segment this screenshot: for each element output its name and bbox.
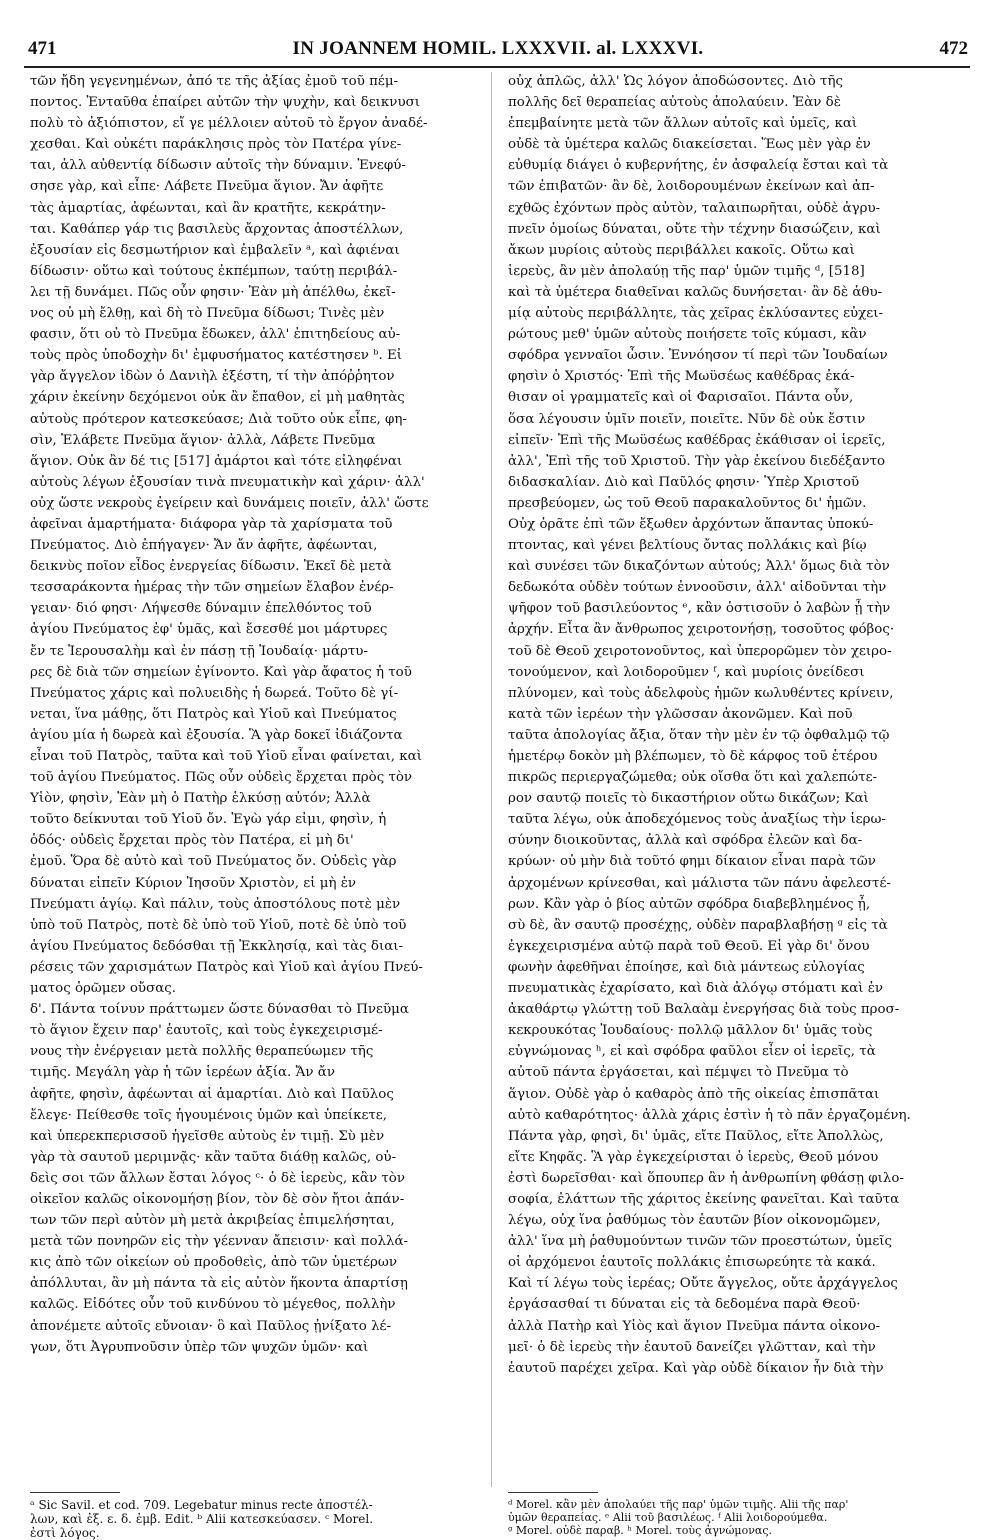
text-line: ἀπονέμετε αὐτοῖς εὔνοιαν· ὃ καὶ Παῦλος ᾐνίξατο λέ-: [30, 1318, 392, 1334]
text-line: ἐπεμβαίνητε μετὰ τῶν ἄλλων αὐτοῖς καὶ ὑμεῖς, καὶ: [508, 116, 858, 132]
text-line: ἁγίου μία ἡ δωρεὰ καὶ ἐξουσία. Ἃ γὰρ δοκεῖ ἰδιάζοντα: [30, 727, 403, 743]
text-line: ἀλλὰ Πατὴρ καὶ Υἱὸς καὶ ἅγιον Πνεῦμα πάντα οἰκονο-: [508, 1318, 881, 1334]
text-line: Πνεύματι ἁγίῳ. Καὶ πάλιν, τοὺς ἀποστόλους ποτὲ μὲν: [30, 896, 401, 912]
text-line: Πάντα γὰρ, φησὶ, δι' ὑμᾶς, εἴτε Παῦλος, εἴτε Ἀπολλὼς,: [508, 1128, 884, 1144]
text-line: χεσθαι. Καὶ οὐκέτι παράκλησις πρὸς τὸν Πατέρα γίνε-: [30, 137, 402, 153]
text-line: ἀρχήν. Εἶτα ἂν ἄνθρωπος χειροτονήσῃ, τοσοῦτος φόβος·: [508, 622, 895, 638]
text-line: εὐθυμίᾳ διάγει ὁ κυβερνήτης, ἐν ἀσφαλείᾳ ἔσται καὶ τὰ: [508, 158, 889, 174]
text-line: ὑπὸ τοῦ Πατρὸς, ποτὲ δὲ ὑπὸ τοῦ Υἱοῦ, ποτὲ δὲ ὑπὸ τοῦ: [30, 917, 407, 933]
text-line: ἁγίου Πνεύματος δεδόσθαι τῇ Ἐκκλησίᾳ, καὶ τὰς διαι-: [30, 938, 404, 954]
text-line: Οὐχ ὁρᾶτε ἐπὶ τῶν ἔξωθεν ἀρχόντων ἅπαντας ὑποκύ-: [508, 516, 874, 532]
text-line: κεκρουκότας Ἰουδαίους· πολλῷ μᾶλλον δι' ὑμᾶς τοὺς: [508, 1023, 873, 1039]
text-line: ται. Καθάπερ γάρ τις βασιλεὺς ἄρχοντας ἀποστέλλων,: [30, 221, 404, 237]
text-line: ἐργάσασθαί τι δύναται εἰς τὰ δεδομένα παρὰ Θεοῦ·: [508, 1297, 861, 1313]
text-line: λει τῇ δυνάμει. Πῶς οὖν φησιν· Ἐὰν μὴ ἀπέλθω, ἐκεῖ-: [30, 284, 396, 300]
text-line: ἅγιον. Οὐδὲ γὰρ ὁ καθαρὸς ἀπὸ τῆς οἰκείας ἐπισπᾶται: [508, 1086, 880, 1102]
text-line: κις ἀπὸ τῶν οἰκείων οὐ προδοθεὶς, ἀπὸ τῶν ὑμετέρων: [30, 1255, 397, 1271]
column-divider: [491, 72, 492, 1487]
text-line: δίδωσιν· οὕτω καὶ τούτους ἐκπέμπων, ταύτῃ περιβάλ-: [30, 263, 398, 279]
text-line: ἡμετέρῳ δοκὸν μὴ βλέπωμεν, τὸ δὲ κάρφος τοῦ ἑτέρου: [508, 749, 878, 764]
text-line: οὐχ ἁπλῶς, ἀλλ' Ὡς λόγον ἀποδώσοντες. Διὸ τῆς: [508, 74, 843, 89]
text-line: μετὰ τῶν πονηρῶν εἰς τὴν γέενναν ἄπεισιν· καὶ πολλά-: [30, 1234, 409, 1250]
text-line: οὐχ ὥστε νεκροὺς ἐγείρειν καὶ δυνάμεις ποιεῖν, ἀλλ' ὥστε: [30, 495, 429, 511]
text-line: ρες δὲ διὰ τῶν σημείων ἐγίνοντο. Καὶ γὰρ ἄφατος ἡ τοῦ: [30, 664, 412, 680]
running-header: [28, 38, 968, 68]
text-line: ματος ὁρῶμεν οὔσας.: [30, 981, 177, 997]
text-line: Πνεύματος. Διὸ ἐπήγαγεν· Ἄν ἄν ἀφῆτε, ἀφέωνται,: [30, 538, 378, 554]
text-line: ὁδός· οὐδεὶς ἔρχεται πρὸς τὸν Πατέρα, εἰ μὴ δι': [30, 833, 354, 849]
text-line: καὶ τὰ ὑμέτερα διαθεῖναι καλῶς δυνήσεται· ἂν δὲ ἀθυ-: [508, 284, 883, 300]
footnote-rule-right: [508, 1492, 598, 1493]
text-line: νους τὴν ἐνέργειαν μετὰ πολλῆς θεραπεύωμεν τῆς: [30, 1044, 374, 1060]
text-line: δύναται εἰπεῖν Κύριον Ἰησοῦν Χριστὸν, εἰ μὴ ἐν: [30, 875, 357, 891]
text-line: λέγω, οὐχ ἵνα ῥαθύμως τὸν ἑαυτῶν βίον οἰκονομῶμεν,: [508, 1213, 881, 1229]
footnote-line: ᵈ Morel. κἂν μὲν ἀπολαύει τῆς παρ' ὑμῶν τιμῆς. Alii τῆς παρ': [508, 1498, 849, 1511]
text-line: εἴτε Κηφᾶς. Ἃ γὰρ ἐγκεχείρισται ὁ ἱερεὺς, Θεοῦ μόνου: [508, 1149, 879, 1165]
text-line: δεδωκότα οὐδὲν τούτων ἐννοοῦσιν, ἀλλ' αἰδοῦνται τὴν: [508, 580, 887, 596]
text-line: Πνεύματος χάρις καὶ πολυειδὴς ἡ δωρεά. Τοῦτο δὲ γί-: [30, 685, 399, 701]
footnote-line: ἐστὶ λόγος.: [30, 1526, 100, 1540]
text-line: ἑαυτοῦ παρέχει χεῖρα. Καὶ γὰρ οὐδὲ δίκαιον ἦν διὰ τὴν: [508, 1360, 884, 1376]
text-line: χάριν ἐκείνην δεχόμενοι οὐκ ἂν ἔπαθον, εἰ μὴ μαθητὰς: [30, 390, 405, 406]
text-line: δεικνὺς ποῖον εἶδος ἐνεργείας δίδωσιν. Ἐκεῖ δὲ μετὰ: [30, 559, 392, 575]
footnotes-right: [508, 1498, 968, 1537]
text-line: γὰρ τὰ σαυτοῦ μεριμνᾷς· κἂν ταῦτα διάθῃ καλῶς, οὐ-: [30, 1149, 397, 1165]
text-line: αὐτοῦ πάντα ἐργάσεται, καὶ πέμψει τὸ Πνεῦμα τὸ: [508, 1065, 849, 1081]
text-line: ἐμοῦ. Ὅρα δὲ αὐτὸ καὶ τοῦ Πνεύματος ὄν. Οὐδεὶς γὰρ: [30, 854, 397, 870]
text-line: οἱ ἀρχόμενοι ἑαυτοῖς πολλάκις ἐπισωρεύητε τὰ κακά.: [508, 1255, 876, 1271]
text-line: σοφία, ἐλάττων τῆς χάριτος ἐκείνης φανεῖται. Καὶ ταῦτα: [508, 1191, 900, 1207]
text-line: εὐγνώμονας ʰ, εἰ καὶ σφόδρα φαῦλοι εἶεν οἱ ἱερεῖς, τὰ: [508, 1044, 876, 1060]
text-line: ἀρχομένων κρίνεσθαι, καὶ μάλιστα τῶν πάνυ ἀφελεστέ-: [508, 875, 891, 891]
text-line: μίᾳ αὐτοὺς περιβάλλητε, τὰς χεῖρας ἐκλύσαντες εὐχει-: [508, 306, 883, 322]
text-line: δεὶς σοι τῶν ἄλλων ἔσται λόγος ᶜ· ὁ δὲ ἱερεὺς, κἂν τὸν: [30, 1170, 405, 1186]
text-line: ρέσεις τῶν χαρισμάτων Πατρὸς καὶ Υἱοῦ καὶ ἁγίου Πνεύ-: [30, 959, 423, 975]
text-line: τοῦ δὲ Θεοῦ χειροτονοῦντος, καὶ ὑπερορῶμεν τὸν χειρο-: [508, 643, 892, 659]
text-line: πνευματικὰς ἐχαρίσατο, καὶ διὰ ἀλόγῳ στόματι καὶ ἐν: [508, 981, 884, 997]
text-line: ἐξουσίαν εἰς δεσμωτήριον καὶ ἐμβαλεῖν ᵃ, καὶ ἀφιέναι: [30, 242, 400, 258]
text-line: φασιν, ὅτι οὐ τὸ Πνεῦμα ἔδωκεν, ἀλλ' ἐπιτηδείους αὐ-: [30, 327, 401, 343]
text-line: ἐγκεχειρισμένα αὐτῷ παρὰ τοῦ Θεοῦ. Εἰ γὰρ δι' ὄνου: [508, 938, 870, 954]
left-column: [30, 71, 488, 1358]
text-line: τὸ ἅγιον ἔχειν παρ' ἑαυτοῖς, καὶ τοὺς ἐγκεχειρισμέ-: [30, 1023, 383, 1039]
footnote-line: ᵃ Sic Savil. et cod. 709. Legebatur minus recte ἀποστέλ-: [30, 1498, 373, 1512]
text-line: πλύνομεν, καὶ τοὺς ἀδελφοὺς ἡμῶν κωλυθέντες κρίνειν,: [508, 685, 894, 701]
text-line: νεται, ἵνα μάθῃς, ὅτι Πατρὸς καὶ Υἱοῦ καὶ Πνεύματος: [30, 706, 397, 722]
page-number-left: 471: [28, 38, 57, 59]
text-line: ἀφῆτε, φησὶν, ἀφέωνται αἱ ἁμαρτίαι. Διὸ καὶ Παῦλος: [30, 1086, 394, 1102]
text-line: ἐστὶ δωρεῖσθαι· καὶ ὅπουπερ ἂν ἡ ἀνθρωπίνη φθάσῃ φιλο-: [508, 1170, 904, 1186]
text-line: κρύων· οὐ μὴν διὰ τοῦτό φημι δίκαιον εἶναι παρὰ τῶν: [508, 854, 876, 870]
text-line: μεῖ· ὁ δὲ ἱερεὺς τὴν ἑαυτοῦ δανείζει γλῶτταν, καὶ τὴν: [508, 1339, 876, 1355]
right-column: [508, 71, 968, 1379]
text-line: ποντος. Ἐνταῦθα ἐπαίρει αὐτῶν τὴν ψυχὴν, καὶ δεικνυσι: [30, 95, 420, 111]
header-rule: [24, 66, 970, 68]
text-line: σφόδρα γενναῖοι ὦσιν. Ἐννόησον τί περὶ τῶν Ἰουδαίων: [508, 348, 888, 364]
text-line: αὐτὸ καθαρότητος· ἀλλὰ χάρις ἐστὶν ἡ τὸ πᾶν ἐργαζομένη.: [508, 1107, 911, 1123]
text-line: τῶν ἤδη γεγενημένων, ἀπό τε τῆς ἀξίας ἐμοῦ τοῦ πέμ-: [30, 74, 399, 89]
text-line: ψῆφον τοῦ βασιλεύοντος ᵉ, κἂν ὁστισοῦν ὁ λαβὼν ᾖ τὴν: [508, 601, 891, 617]
text-line: ται, ἀλλ αὐθεντίᾳ δίδωσιν αὐτοῖς τὴν δύναμιν. Ἐνεφύ-: [30, 158, 406, 174]
text-line: σύνην διοικοῦντας, ἀλλὰ καὶ σφόδρα ἐλεῶν καὶ δα-: [508, 833, 863, 849]
text-line: ἀλλ' ἵνα μὴ ῥαθυμούντων τινῶν τῶν προεστώτων, ὑμεῖς: [508, 1234, 892, 1250]
footnote-line: λων, καὶ ἐξ. ε. δ. ἐμβ. Edit. ᵇ Alii κατεσκεύασεν. ᶜ Morel.: [30, 1512, 374, 1526]
text-line: ταῦτα ἀπολογίας ἄξια, ὅταν τὴν μὲν ἐν τῷ ὀφθαλμῷ τῷ: [508, 727, 890, 743]
text-line: πτοντας, καὶ γένει βελτίους ὄντας πολλάκις καὶ βίῳ: [508, 538, 867, 554]
text-line: ἀκαθάρτῳ γλώττῃ τοῦ Βαλαὰμ ἐνεργήσας διὰ τοὺς προσ-: [508, 1002, 900, 1018]
text-line: φωνὴν ἀφεθῆναι ἐποίησε, καὶ διὰ μάντεως εὐλογίας: [508, 959, 865, 975]
text-line: τοῦτο δείκνυται τοῦ Υἱοῦ ὄν. Ἐγὼ γάρ εἰμι, φησὶν, ἡ: [30, 812, 387, 828]
text-line: ἁγίου Πνεύματος ἐφ' ὑμᾶς, καὶ ἔσεσθέ μοι μάρτυρες: [30, 622, 388, 638]
text-line: θισαν οἱ γραμματεῖς καὶ οἱ Φαρισαῖοι. Πάντα οὖν,: [508, 390, 854, 406]
text-line: ἀπόλλυται, ἂν μὴ πάντα τὰ εἰς αὐτὸν ἥκοντα ἀπαρτίσῃ: [30, 1276, 408, 1292]
text-line: γειαν· διό φησι· Λήψεσθε δύναμιν ἐπελθόντος τοῦ: [30, 601, 372, 617]
text-line: εχθῶς ἐχόντων πρὸς αὐτὸν, ταλαιπωρῆται, οὐδὲ ἀγρυ-: [508, 200, 881, 216]
text-line: αὐτοὺς πρότερον κατεσκεύασε; Διὰ τοῦτο οὐκ εἶπε, φη-: [30, 411, 407, 427]
text-line: ἀλλ', Ἐπὶ τῆς τοῦ Χριστοῦ. Τὴν γὰρ ἐκείνου διεδέξαντο: [508, 453, 886, 469]
text-line: οἰκεῖον καλῶς οἰκονομήσῃ βίον, τὸν δὲ σὸν ἤτοι ἀπάν-: [30, 1191, 405, 1207]
text-line: τῶν ἐπιβατῶν· ἂν δὲ, λοιδορουμένων ἐκείνων καὶ ἀπ-: [508, 179, 875, 195]
text-line: τονούμενον, καὶ λοιδοροῦμεν ᶠ, καὶ μυρίοις ὀνείδεσι: [508, 664, 865, 680]
text-line: οὐδὲ τὰ ὑμέτερα καλῶς διακείσεται. Ἕως μὲν γὰρ ἐν: [508, 137, 871, 153]
footnote-line: ᵍ Morel. οὐδὲ παραβ. ʰ Morel. τοὺς ἀγνώμονας.: [508, 1524, 772, 1537]
text-line: ἔλεγε· Πείθεσθε τοῖς ἡγουμένοις ὑμῶν καὶ ὑπείκετε,: [30, 1107, 387, 1123]
text-line: σησε γὰρ, καὶ εἶπε· Λάβετε Πνεῦμα ἅγιον. Ἄν ἀφῆτε: [30, 179, 384, 195]
text-line: καὶ ὑπερεκπερισσοῦ ἡγεῖσθε αὐτοὺς ἐν τιμῇ. Σὺ μὲν: [30, 1128, 385, 1144]
text-line: σὶν, Ἐλάβετε Πνεῦμα ἅγιον· ἀλλὰ, Λάβετε Πνεῦμα: [30, 432, 376, 448]
footnotes-left: [30, 1498, 485, 1540]
text-line: ρων. Κἂν γὰρ ὁ βίος αὐτῶν σφόδρα διαβεβλημένος ᾖ,: [508, 896, 871, 912]
text-line: ὅσα λέγουσιν ὑμῖν ποιεῖν, ποιεῖτε. Νῦν δὲ οὐκ ἔστιν: [508, 411, 866, 427]
text-line: ἄκων μυρίοις αὐτοὺς περιβάλλει κακοῖς. Οὕτω καὶ: [508, 242, 855, 258]
text-line: εἶναι τοῦ Πατρὸς, ταῦτα καὶ τοῦ Υἱοῦ εἶναι φαίνεται, καὶ: [30, 749, 422, 764]
text-line: τὰς ἁμαρτίας, ἀφέωνται, καὶ ἂν κρατῆτε, κεκράτην-: [30, 200, 386, 216]
text-line: αὐτοὺς λέγων ἐξουσίαν τινὰ πνευματικὴν καὶ χάριν· ἀλλ': [30, 474, 425, 490]
text-line: δ'. Πάντα τοίνυν πράττωμεν ὥστε δύνασθαι τὸ Πνεῦμα: [30, 1002, 409, 1018]
text-line: των τῶν περὶ αὐτὸν μὴ μετὰ ἀκριβείας ἐπιμελήσηται,: [30, 1213, 395, 1229]
text-line: σὺ δὲ, ἂν σαυτῷ προσέχῃς, οὐδὲν παραβλαβήσῃ ᵍ εἰς τὰ: [508, 917, 888, 933]
text-line: ρώτους μεθ' ὑμῶν αὐτοὺς ποιήσετε τοῖς κύμασι, κἂν: [508, 327, 867, 343]
text-line: τοὺς πρὸς ὑποδοχὴν δι' ἐμφυσήματος κατέστησεν ᵇ. Εἰ: [30, 348, 403, 364]
text-line: ταῦτα λέγω, οὐκ ἀποδεχόμενος τοὺς ἀναξίως τὴν ἱερω-: [508, 812, 886, 828]
text-line: πολλῆς δεῖ θεραπείας αὐτοὺς ἀπολαύειν. Ἐὰν δὲ: [508, 95, 841, 111]
text-line: εἰπεῖν· Ἐπὶ τῆς Μωϋσέως καθέδρας ἐκάθισαν οἱ ἱερεῖς,: [508, 432, 886, 448]
text-line: καλῶς. Εἰδότες οὖν τοῦ κινδύνου τὸ μέγεθος, πολλὴν: [30, 1297, 396, 1313]
text-line: τοῦ ἁγίου Πνεύματος. Πῶς οὖν οὐδεὶς ἔρχεται πρὸς τὸν: [30, 770, 413, 786]
text-line: πρεσβεύομεν, ὡς τοῦ Θεοῦ παρακαλοῦντος δι' ἡμῶν.: [508, 495, 867, 511]
text-line: νος οὐ μὴ ἔλθῃ, καὶ δὴ τὸ Πνεῦμα δίδωσι; Τινὲς μὲν: [30, 306, 385, 322]
footnote-rule-left: [30, 1492, 120, 1493]
text-line: ἱερεὺς, ἂν μὲν ἀπολαύῃ τῆς παρ' ὑμῶν τιμῆς ᵈ, [518]: [508, 263, 865, 279]
text-line: διδασκαλίαν. Διὸ καὶ Παῦλός φησιν· Ὑπὲρ Χριστοῦ: [508, 474, 860, 490]
page-number-right: 472: [939, 38, 968, 59]
text-line: τιμῆς. Μεγάλη γὰρ ἡ τῶν ἱερέων ἀξία. Ἄν ἄν: [30, 1065, 335, 1081]
text-line: Καὶ τί λέγω τοὺς ἱερέας; Οὔτε ἄγγελος, οὔτε ἀρχάγγελος: [508, 1276, 898, 1292]
text-line: ἀφεῖναι ἁμαρτήματα· διάφορα γὰρ τὰ χαρίσματα τοῦ: [30, 516, 393, 532]
text-line: κατὰ τῶν ἱερέων τὴν γλῶσσαν ἀκονῶμεν. Καὶ ποῦ: [508, 706, 853, 722]
text-line: ἅγιον. Οὐκ ἂν δέ τις [517] ἁμάρτοι καὶ τότε εἰληφέναι: [30, 453, 403, 469]
running-title: IN JOANNEM HOMIL. LXXXVII. al. LXXXVI.: [292, 38, 704, 59]
text-line: ἔν τε Ἱερουσαλὴμ καὶ ἐν πάσῃ τῇ Ἰουδαίᾳ· μάρτυ-: [30, 643, 368, 659]
text-line: ρον σαυτῷ ποιεῖς τὸ δικαστήριον οὕτω δικάζων; Καὶ: [508, 791, 869, 807]
text-line: πνεῖν ὁμοίως δύναται, οὔτε τὴν τέχνην διασώζειν, καὶ: [508, 221, 881, 237]
text-line: γὰρ ἄγγελον ἰδὼν ὁ Δανιὴλ ἐξέστη, τί τὴν ἀπόῤῥητον: [30, 369, 395, 385]
text-line: καὶ συνέσει τῶν δικαζόντων αὐτούς; Ἀλλ' ὅμως διὰ τὸν: [508, 559, 890, 575]
text-line: γων, ὅτι Ἀγρυπνοῦσιν ὑπὲρ τῶν ψυχῶν ὑμῶν· καὶ: [30, 1339, 369, 1355]
text-line: πικρῶς περιεργαζώμεθα; οὐκ οἴσθα ὅτι καὶ χαλεπώτε-: [508, 770, 878, 786]
text-line: πολὺ τὸ ἀξιόπιστον, εἴ γε μέλλοιεν αὐτοῦ τὸ ἔργον ἀναδέ-: [30, 116, 428, 132]
text-line: τεσσαράκοντα ἡμέρας τὴν τῶν σημείων ἔλαβον ἐνέρ-: [30, 580, 394, 596]
text-line: φησὶν ὁ Χριστός· Ἐπὶ τῆς Μωϋσέως καθέδρας ἐκά-: [508, 369, 855, 385]
footnote-line: ὑμῶν θεραπείας. ᵉ Alii τοῦ βασιλέως. ᶠ Alii λοιδορούμεθα.: [508, 1511, 828, 1524]
text-line: Υἱὸν, φησὶν, Ἐὰν μὴ ὁ Πατὴρ ἑλκύσῃ αὐτόν; Ἀλλὰ: [30, 791, 371, 807]
